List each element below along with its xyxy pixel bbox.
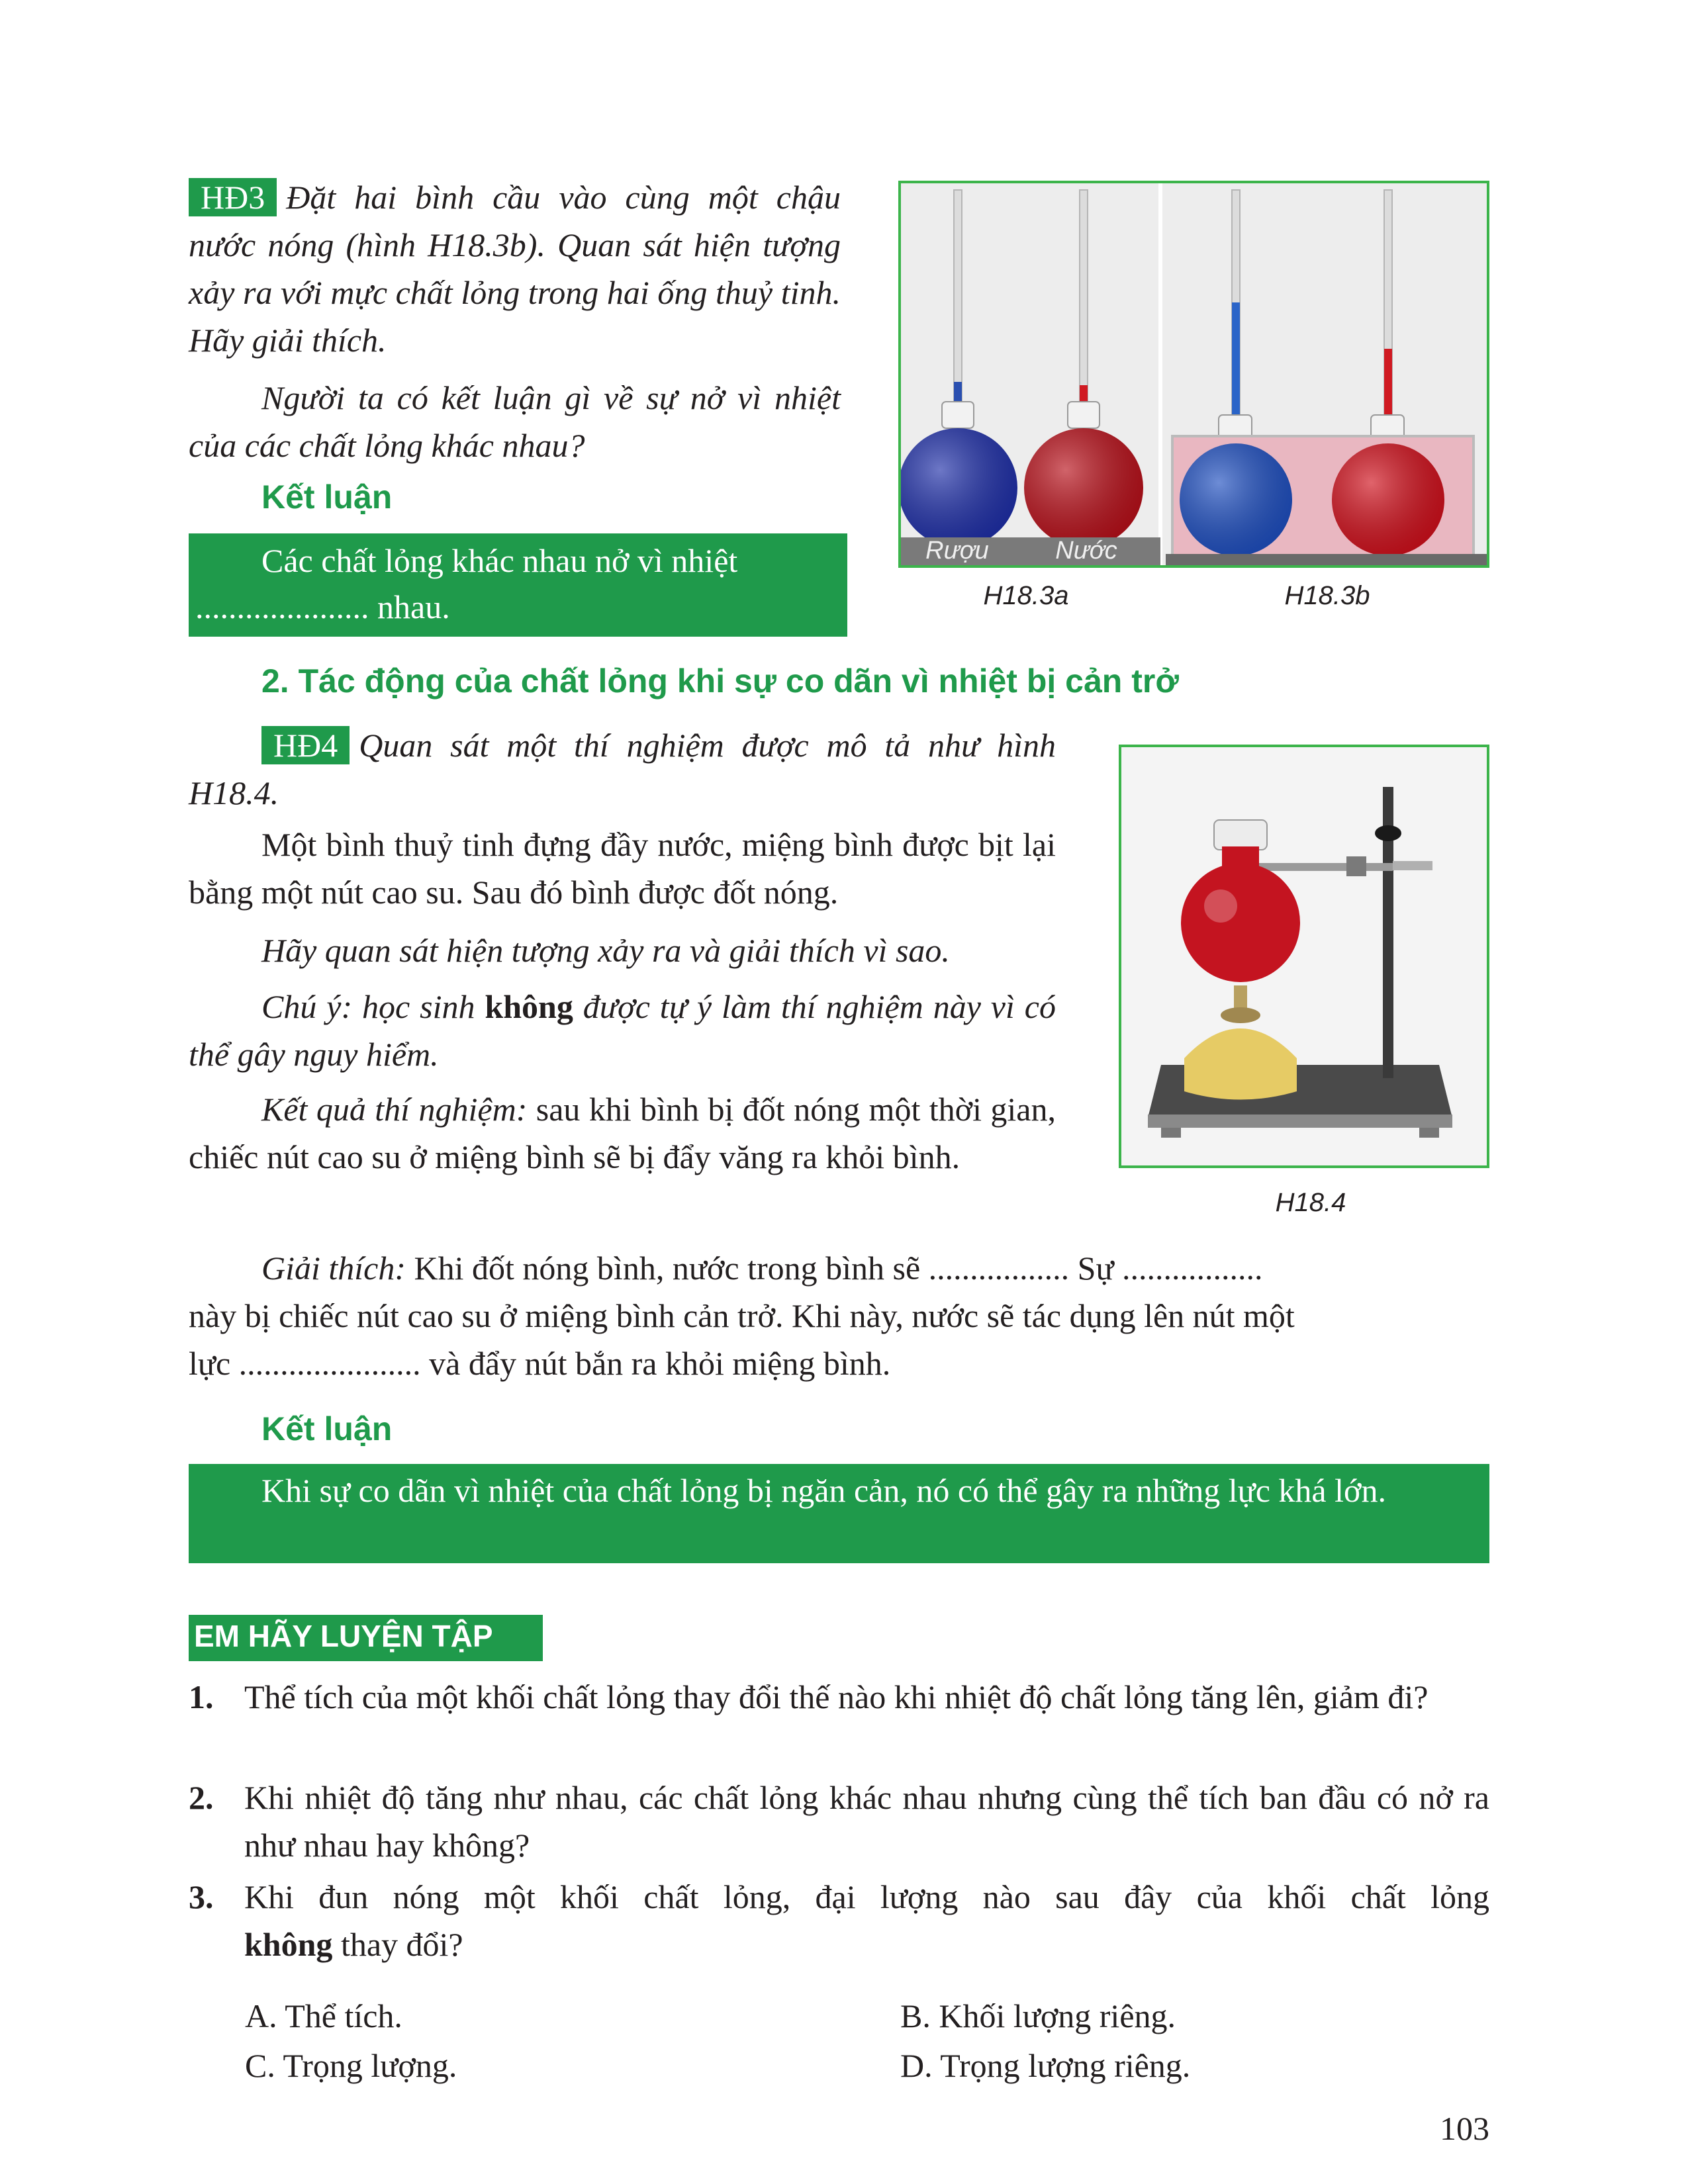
option-b: B. Khối lượng riêng.: [900, 1997, 1176, 2034]
hd4-text: Quan sát một thí nghiệm được mô tả như hình H18.4.: [189, 727, 1056, 811]
conclusion1-title: Kết luận: [261, 478, 393, 516]
figure-h18-3-illustration: [901, 183, 1487, 565]
hd4-tag: HĐ4: [261, 726, 350, 764]
option-a: A. Thể tích.: [245, 1997, 402, 2034]
hd3-question: Người ta có kết luận gì về sự nở vì nhiệt của các chất lỏng khác nhau?: [189, 379, 841, 464]
hd3-paragraph: [189, 173, 841, 364]
caption-h18-3b: H18.3b: [1284, 581, 1370, 610]
caption-h18-4: H18.4: [1275, 1188, 1346, 1217]
conclusion2-title: Kết luận: [261, 1410, 393, 1447]
conclusion2-box: [189, 1464, 1489, 1563]
practice-q3: 3. Khi đun nóng một khối chất lỏng, đại lượng nào sau đây của khối chất lỏng không thay đổi?: [189, 1878, 1489, 1963]
page-number: 103: [1440, 2110, 1489, 2147]
figure-h18-3: [898, 181, 1489, 568]
caption-h18-3a: H18.3a: [983, 581, 1069, 610]
hd3-tag: HĐ3: [189, 178, 277, 216]
hd4-note: Chú ý: học sinh không được tự ý làm thí nghiệm này vì có thể gây nguy hiểm.: [189, 988, 1056, 1073]
label-water: Nước: [1055, 537, 1117, 565]
conclusion1-box: [189, 533, 847, 637]
hd4-p1: Một bình thuỷ tinh đựng đầy nước, miệng bình được bịt lại bằng một nút cao su. Sau đó bình được đốt nóng.: [189, 826, 1056, 911]
hd4-result: Kết quả thí nghiệm: sau khi bình bị đốt nóng một thời gian, chiếc nút cao su ở miệng bình sẽ bị đẩy văng ra khỏi bình.: [189, 1091, 1056, 1175]
conclusion1-line2: ..................... nhau.: [195, 588, 450, 625]
practice-q2: 2. Khi nhiệt độ tăng như nhau, các chất lỏng khác nhau nhưng cùng thể tích ban đầu có nở ra như nhau hay không?: [189, 1779, 1489, 1864]
practice-q1: 1. Thể tích của một khối chất lỏng thay đổi thế nào khi nhiệt độ chất lỏng tăng lên, giảm đi?: [189, 1678, 1429, 1715]
figure-h18-4-illustration: [1121, 747, 1487, 1165]
practice-heading: EM HÃY LUYỆN TẬP: [189, 1615, 543, 1661]
hd3-text: Đặt hai bình cầu vào cùng một chậu nước nóng (hình H18.3b). Quan sát hiện tượng xảy ra với mực chất lỏng trong hai ống thuỷ tinh. Hãy giải thích.: [189, 179, 841, 359]
figure-h18-4: [1119, 745, 1489, 1168]
option-d: D. Trọng lượng riêng.: [900, 2047, 1191, 2084]
option-c: C. Trọng lượng.: [245, 2047, 457, 2084]
hd4-intro: [189, 721, 1056, 817]
conclusion2-text: Khi sự co dãn vì nhiệt của chất lỏng bị ngăn cản, nó có thể gây ra những lực khá lớn.: [261, 1472, 1386, 1509]
label-alcohol: Rượu: [925, 537, 989, 565]
section2-heading: 2. Tác động của chất lỏng khi sự co dãn vì nhiệt bị cản trở: [261, 662, 1179, 700]
hd4-explanation: Giải thích: Khi đốt nóng bình, nước trong bình sẽ ................. Sự ................. này bị chiếc nút cao su ở miệng bình cản trở. Khi này, nước sẽ tác dụng lên nút một lực ...................... và đẩy nút bắn ra khỏi miệng bình.: [189, 1250, 1295, 1382]
conclusion1-line1: Các chất lỏng khác nhau nở vì nhiệt: [261, 542, 738, 579]
hd4-p2: Hãy quan sát hiện tượng xảy ra và giải thích vì sao.: [261, 932, 950, 969]
